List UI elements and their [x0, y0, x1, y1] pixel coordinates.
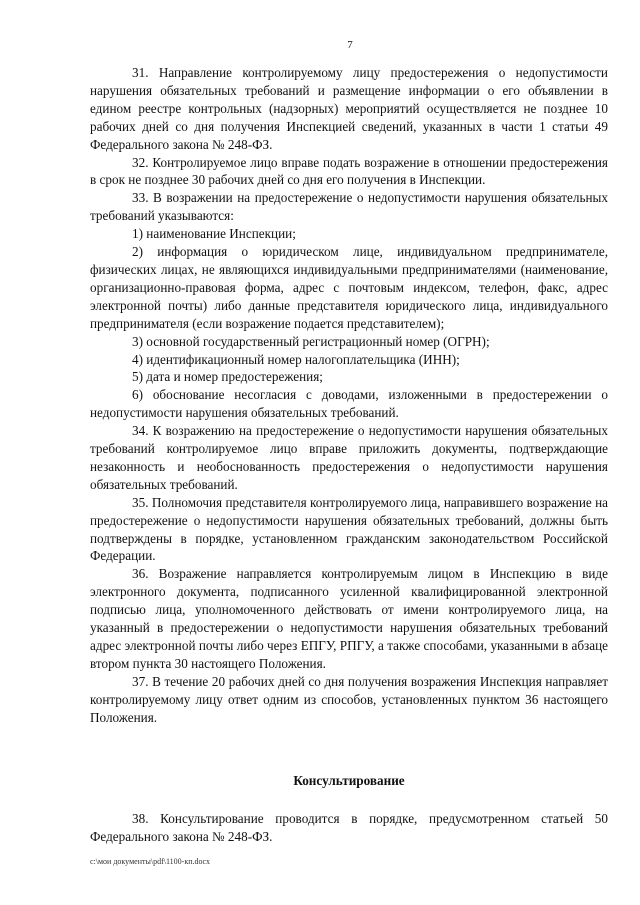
footer-file-path: c:\мои документы\pdf\1100-кп.docx	[90, 857, 211, 866]
list-item-6: 6) обоснование несогласия с доводами, изложенными в предостережении о недопустимости нарушения обязательных требований.	[90, 387, 608, 421]
paragraph-38: 38. Консультирование проводится в порядке, предусмотренном статьей 50 Федерального закона № 248-ФЗ.	[90, 811, 608, 844]
section-heading: Консультирование	[293, 773, 405, 788]
page-number: 7	[347, 39, 353, 51]
list-item-5: 5) дата и номер предостережения;	[132, 369, 323, 385]
list-item-2: 2) информация о юридическом лице, индивидуальном предпринимателе, физических лицах, не являющихся индивидуальными предпринимателями (наименование, организационно-правовая форма, адрес с почтовым индексом, телефон, факс, адрес электронной почты) либо данные представителя юридического лица, индивидуального предпринимателя (если возражение подается представителем);	[90, 244, 608, 331]
paragraph-37: 37. В течение 20 рабочих дней со дня получения возражения Инспекция направляет контролируемому лицу ответ одним из способов, установленных пунктом 36 настоящего Положения.	[90, 673, 608, 725]
paragraph-34: 34. К возражению на предостережение о недопустимости нарушения обязательных требований контролируемое лицо вправе приложить документы, подтверждающие незаконность и необоснованность предостережения о недопустимости нарушения обязательных требований.	[90, 423, 608, 492]
paragraph-31: 31. Направление контролируемому лицу предостережения о недопустимости нарушения обязательных требований и размещение информации о его объявлении в едином реестре контрольных (надзорных) мероприятий осуществляется не позднее 10 рабочих дней со дня получения Инспекцией сведений, указанных в части 1 статьи 49 Федерального закона № 248-ФЗ.	[90, 65, 608, 152]
list-item-1: 1) наименование Инспекции;	[132, 226, 296, 242]
paragraph-32: 32. Контролируемое лицо вправе подать возражение в отношении предостережения в срок не позднее 30 рабочих дней со дня его получения в Инспекции.	[90, 154, 608, 188]
paragraph-36: 36. Возражение направляется контролируемым лицом в Инспекцию в виде электронного документа, подписанного усиленной квалифицированной электронной подписью лица, уполномоченного действовать от имени контролируемого лица, на указанный в предостережении о недопустимости нарушения обязательных требований адрес электронной почты либо через ЕПГУ, РПГУ, а также способами, указанными в абзаце втором пункта 30 настоящего Положения.	[90, 566, 608, 671]
paragraph-33: 33. В возражении на предостережение о недопустимости нарушения обязательных требований указываются:	[90, 190, 608, 224]
section-body	[90, 810, 608, 846]
document-body	[90, 64, 608, 727]
list-item-4: 4) идентификационный номер налогоплательщика (ИНН);	[132, 351, 460, 367]
paragraph-35: 35. Полномочия представителя контролируемого лица, направившего возражение на предостережение о недопустимости нарушения обязательных требований, должны быть подтверждены в порядке, установленном гражданским законодательством Российской Федерации.	[90, 494, 608, 564]
list-item-3: 3) основной государственный регистрационный номер (ОГРН);	[132, 333, 490, 349]
